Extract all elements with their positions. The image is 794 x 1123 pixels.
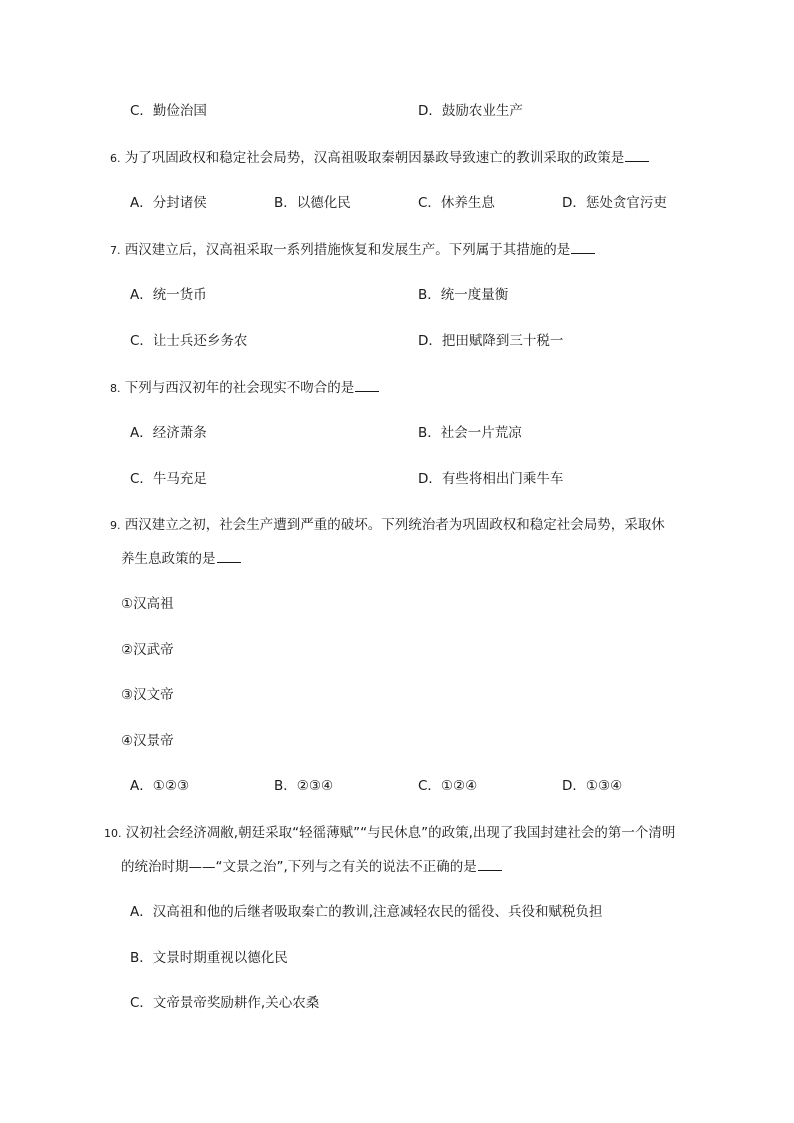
question-7 [110,240,595,261]
q6-option-d: D．惩处贪官污吏 [562,195,667,211]
q10-option-b: B．文景时期重视以德化民 [130,950,288,966]
question-6 [110,148,649,169]
q9-option-c: C．①②④ [418,778,478,794]
q6-option-a: A．分封诸侯 [130,195,207,211]
q9-option-a: A．①②③ [130,778,190,794]
answer-blank [217,550,241,563]
question-number: 10. [104,827,122,840]
q7-option-a: A．统一货币 [130,287,207,303]
question-9-line2 [121,549,241,569]
question-number: 9. [110,519,121,532]
q9-item-2: ②汉武帝 [121,642,174,658]
q9-item-4: ④汉景帝 [121,733,174,749]
answer-blank [355,379,379,392]
question-9 [110,515,665,536]
question-number: 6. [110,152,121,165]
q9-item-3: ③汉文帝 [121,687,174,703]
q9-option-b: B．②③④ [274,778,334,794]
q10-option-c: C．文帝景帝奖励耕作,关心农桑 [130,995,320,1011]
q8-option-a: A．经济萧条 [130,425,207,441]
q10-option-a: A．汉高祖和他的后继者吸取秦亡的教训,注意减轻农民的徭役、兵役和赋税负担 [130,904,603,920]
q7-option-d: D．把田赋降到三十税一 [418,333,564,349]
question-10 [104,823,675,844]
question-number: 7. [110,244,121,257]
question-8 [110,378,379,399]
q7-option-b: B．统一度量衡 [418,287,509,303]
question-text: 为了巩固政权和稳定社会局势，汉高祖吸取秦朝因暴政导致速亡的教训采取的政策是 [124,150,625,166]
question-text: 西汉建立之初，社会生产遭到严重的破坏。下列统治者为巩固政权和稳定社会局势，采取休 [124,517,665,533]
q5-option-d: D．鼓励农业生产 [418,103,523,119]
q9-option-d: D．①③④ [562,778,623,794]
question-text: 养生息政策的是 [121,551,216,567]
q6-option-b: B．以德化民 [274,195,351,211]
q7-option-c: C．让士兵还乡务农 [130,333,248,349]
answer-blank [478,858,502,871]
question-text: 下列与西汉初年的社会现实不吻合的是 [124,380,355,396]
question-number: 8. [110,382,121,395]
q8-option-b: B．社会一片荒凉 [418,425,522,441]
answer-blank [571,241,595,254]
answer-blank [625,149,649,162]
question-10-line2 [121,857,502,877]
q8-option-c: C．牛马充足 [130,471,207,487]
q6-option-c: C．休养生息 [418,195,495,211]
q8-option-d: D．有些将相出门乘牛车 [418,471,564,487]
question-text: 的统治时期——“文景之治”,下列与之有关的说法不正确的是 [121,859,477,875]
q9-item-1: ①汉高祖 [121,596,174,612]
question-text: 汉初社会经济凋敝,朝廷采取“轻徭薄赋”“与民休息”的政策,出现了我国封建社会的第一个清明 [125,825,676,841]
q5-option-c: C．勤俭治国 [130,103,207,119]
question-text: 西汉建立后，汉高祖采取一系列措施恢复和发展生产。下列属于其措施的是 [124,242,571,258]
